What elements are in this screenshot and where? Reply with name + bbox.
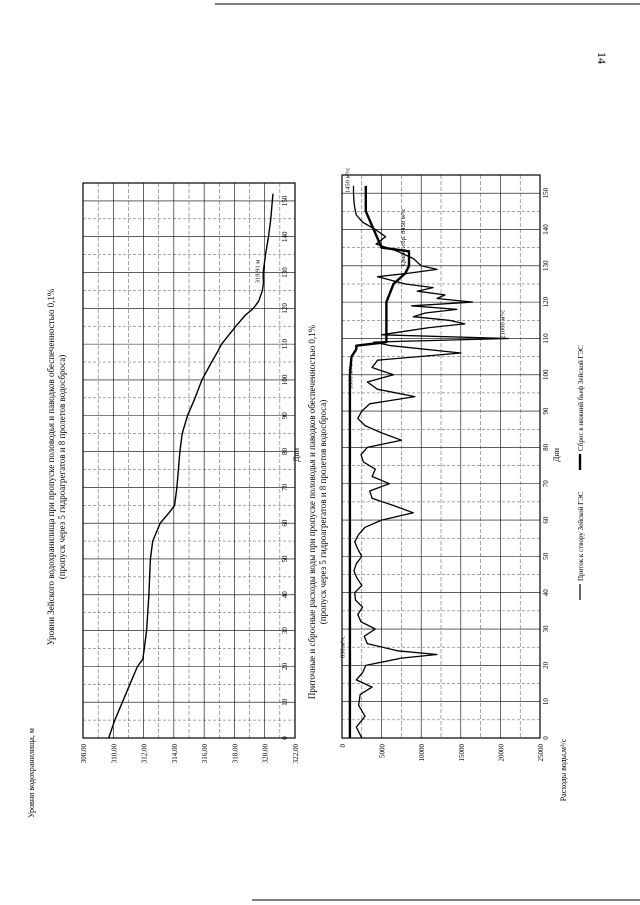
x-tick-label: 110 (281, 339, 289, 350)
levels-x-axis-label: Дни (292, 447, 301, 463)
x-tick-label: 80 (281, 448, 289, 456)
series-line-1 (354, 186, 509, 738)
x-tick-label: 50 (542, 552, 550, 560)
x-tick-label: 130 (542, 260, 550, 272)
levels-chart (27, 183, 301, 818)
y-tick-label: 318,00 (231, 744, 240, 764)
annotation-label: 830 м³/с (339, 635, 347, 659)
annotation-label: Qмакс.сбр. 8458 м³/с (399, 208, 407, 266)
x-tick-label: 120 (281, 303, 289, 314)
discharge-legend (577, 345, 585, 600)
y-tick-label: 10000 (418, 744, 427, 762)
x-tick-label: 100 (542, 369, 550, 381)
levels-chart-title: Уровни Зейского водохранилища при пропуске половодья и паводков обеспеченностью 0,1% (46, 288, 56, 646)
annotation-label: 319,91 м (254, 259, 262, 284)
x-tick-label: 40 (281, 591, 289, 599)
y-tick-label: 308,00 (80, 744, 88, 764)
x-tick-label: 110 (542, 333, 550, 344)
discharge-y-axis-label: Расходы воды,м³/с (559, 738, 568, 802)
annotation-label: 1800 м³/с (347, 363, 355, 390)
legend-label-inflow: Приток к створу Зейской ГЭС (577, 491, 585, 581)
x-tick-label: 70 (542, 480, 550, 488)
discharge-x-tick-labels (542, 187, 550, 739)
x-tick-label: 30 (281, 627, 289, 635)
discharge-annotations (340, 168, 507, 658)
y-tick-label: 310,00 (110, 744, 119, 764)
levels-y-tick-labels (80, 744, 300, 764)
series-line-2 (350, 186, 409, 738)
levels-y-axis-label: Уровни водохранилища, м (27, 728, 36, 818)
x-tick-label: 90 (281, 412, 289, 420)
discharge-chart (307, 168, 568, 802)
x-tick-label: 20 (542, 661, 550, 669)
x-tick-label: 0 (281, 736, 289, 740)
x-tick-label: 60 (542, 516, 550, 524)
x-tick-label: 120 (542, 296, 550, 308)
y-tick-label: 15000 (457, 744, 466, 762)
levels-annotations (254, 260, 261, 284)
x-tick-label: 140 (542, 224, 550, 235)
x-tick-label: 40 (542, 589, 550, 597)
y-tick-label: 312,00 (140, 744, 149, 764)
x-tick-label: 30 (542, 625, 550, 633)
x-tick-label: 100 (281, 374, 289, 386)
levels-x-tick-labels (281, 195, 289, 740)
y-tick-label: 20000 (497, 744, 506, 762)
y-tick-label: 314,00 (170, 744, 179, 764)
y-tick-label: 320,00 (261, 744, 270, 764)
discharge-chart-subtitle: (пропуск через 5 гидроагрегатов и 8 пролетов водосброса) (318, 399, 328, 625)
y-tick-label: 25000 (537, 744, 545, 762)
discharge-series (350, 186, 508, 738)
y-tick-label: 0 (339, 744, 347, 748)
y-tick-label: 5000 (378, 744, 387, 758)
x-tick-label: 0 (542, 736, 550, 740)
x-tick-label: 10 (281, 698, 289, 706)
x-tick-label: 20 (281, 662, 289, 670)
page-number: 14 (595, 52, 609, 64)
x-tick-label: 90 (542, 407, 550, 415)
x-tick-label: 10 (542, 698, 550, 706)
series-line-1 (109, 194, 273, 738)
levels-series (109, 194, 273, 738)
y-tick-label: 322,00 (292, 744, 300, 764)
legend-label-discharge: Сброс в нижний бьеф Зейской ГЭС (577, 345, 585, 451)
x-tick-label: 130 (281, 267, 289, 278)
discharge-chart-title: Приточные и сбросные расходы воды при пропуске половодья и паводков обеспеченностью 0,1% (307, 324, 317, 700)
x-tick-label: 70 (281, 483, 289, 491)
discharge-x-axis-label: Дни (552, 447, 561, 463)
x-tick-label: 150 (542, 187, 550, 199)
x-tick-label: 140 (281, 231, 289, 242)
y-tick-label: 316,00 (201, 744, 210, 764)
annotation-label: 1450 м³/с (344, 167, 352, 194)
levels-chart-subtitle: (пропуск через 5 гидроагрегатов и 8 пролетов водосброса) (57, 354, 67, 580)
x-tick-label: 50 (281, 555, 289, 563)
discharge-y-tick-labels (339, 744, 545, 762)
annotation-label: 21000 м³/с (499, 309, 507, 339)
levels-grid (83, 183, 295, 738)
x-tick-label: 80 (542, 443, 550, 451)
discharge-grid (339, 175, 540, 738)
x-tick-label: 60 (281, 519, 289, 527)
x-tick-label: 150 (281, 195, 289, 207)
